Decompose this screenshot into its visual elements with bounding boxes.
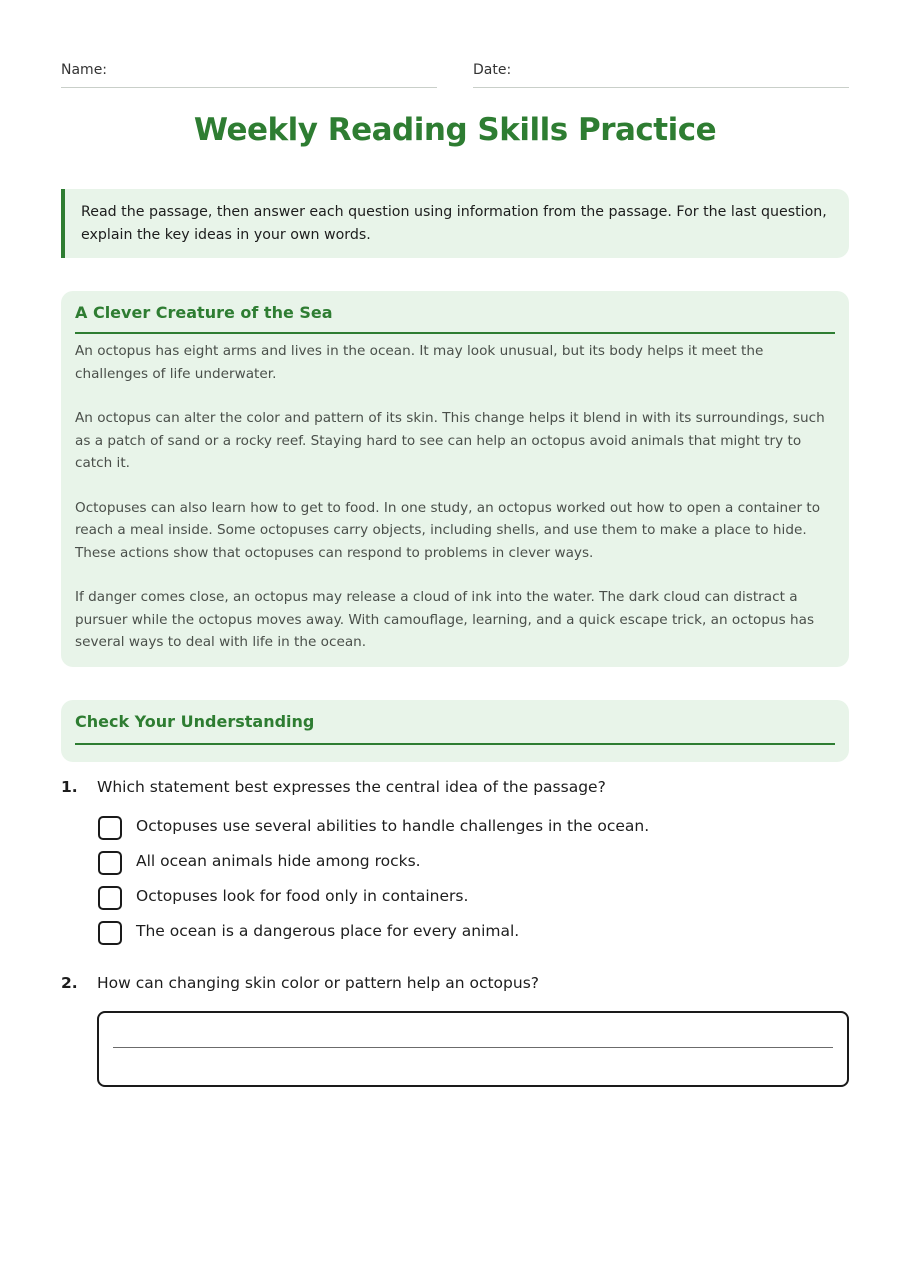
date-field[interactable] [473,62,849,88]
student-info-row [61,62,849,88]
question-2 [61,974,849,998]
instructions-box: Read the passage, then answer each question using information from the passage. For the last question, explain the key ideas in your own words. [61,189,849,258]
passage-heading: A Clever Creature of the Sea [75,303,835,334]
option-label: Octopuses look for food only in containers. [136,887,469,905]
name-field[interactable] [61,62,437,88]
question-text: How can changing skin color or pattern help an octopus? [97,974,539,992]
written-answer-box[interactable] [97,1011,849,1087]
passage-panel [61,291,849,667]
writing-line [113,1047,833,1048]
option-checkbox[interactable] [98,886,122,910]
option-label: Octopuses use several abilities to handle challenges in the ocean. [136,817,650,835]
option-label: The ocean is a dangerous place for every animal. [136,922,520,940]
passage-paragraph: An octopus has eight arms and lives in the ocean. It may look unusual, but its body helps it meet the challenges of life underwater. [75,343,764,382]
option-checkbox[interactable] [98,921,122,945]
worksheet-title: Weekly Reading Skills Practice [193,112,717,148]
question-1 [61,778,849,940]
question-text: Which statement best expresses the central idea of the passage? [97,778,606,796]
question-prompt [61,778,849,802]
date-label: Date: [473,62,512,78]
question-prompt [61,974,849,998]
name-label: Name: [61,62,108,78]
option-checkbox[interactable] [98,851,122,875]
option-label: All ocean animals hide among rocks. [136,852,421,870]
passage-paragraph: An octopus can alter the color and pattern of its skin. This change helps it blend in with its surroundings, such as a patch of sand or a rocky reef. Staying hard to see can help an octopus avoid animals that might try to catch it. [75,410,825,471]
question-number: 1. [61,778,78,796]
question-number: 2. [61,974,78,992]
passage-paragraph: Octopuses can also learn how to get to food. In one study, an octopus worked out how to open a container to reach a meal inside. Some octopuses carry objects, including shells, and use them to make a place to hide. These actions show that octopuses can respond to problems in clever ways. [75,499,821,561]
option-checkbox[interactable] [98,816,122,840]
check-understanding-panel [61,700,849,762]
check-understanding-heading: Check Your Understanding [75,712,835,745]
passage-paragraph: If danger comes close, an octopus may release a cloud of ink into the water. The dark cloud can distract a pursuer while the octopus moves away. With camouflage, learning, and a quick escape trick, an octopus has several ways to deal with life in the ocean. [75,589,815,650]
